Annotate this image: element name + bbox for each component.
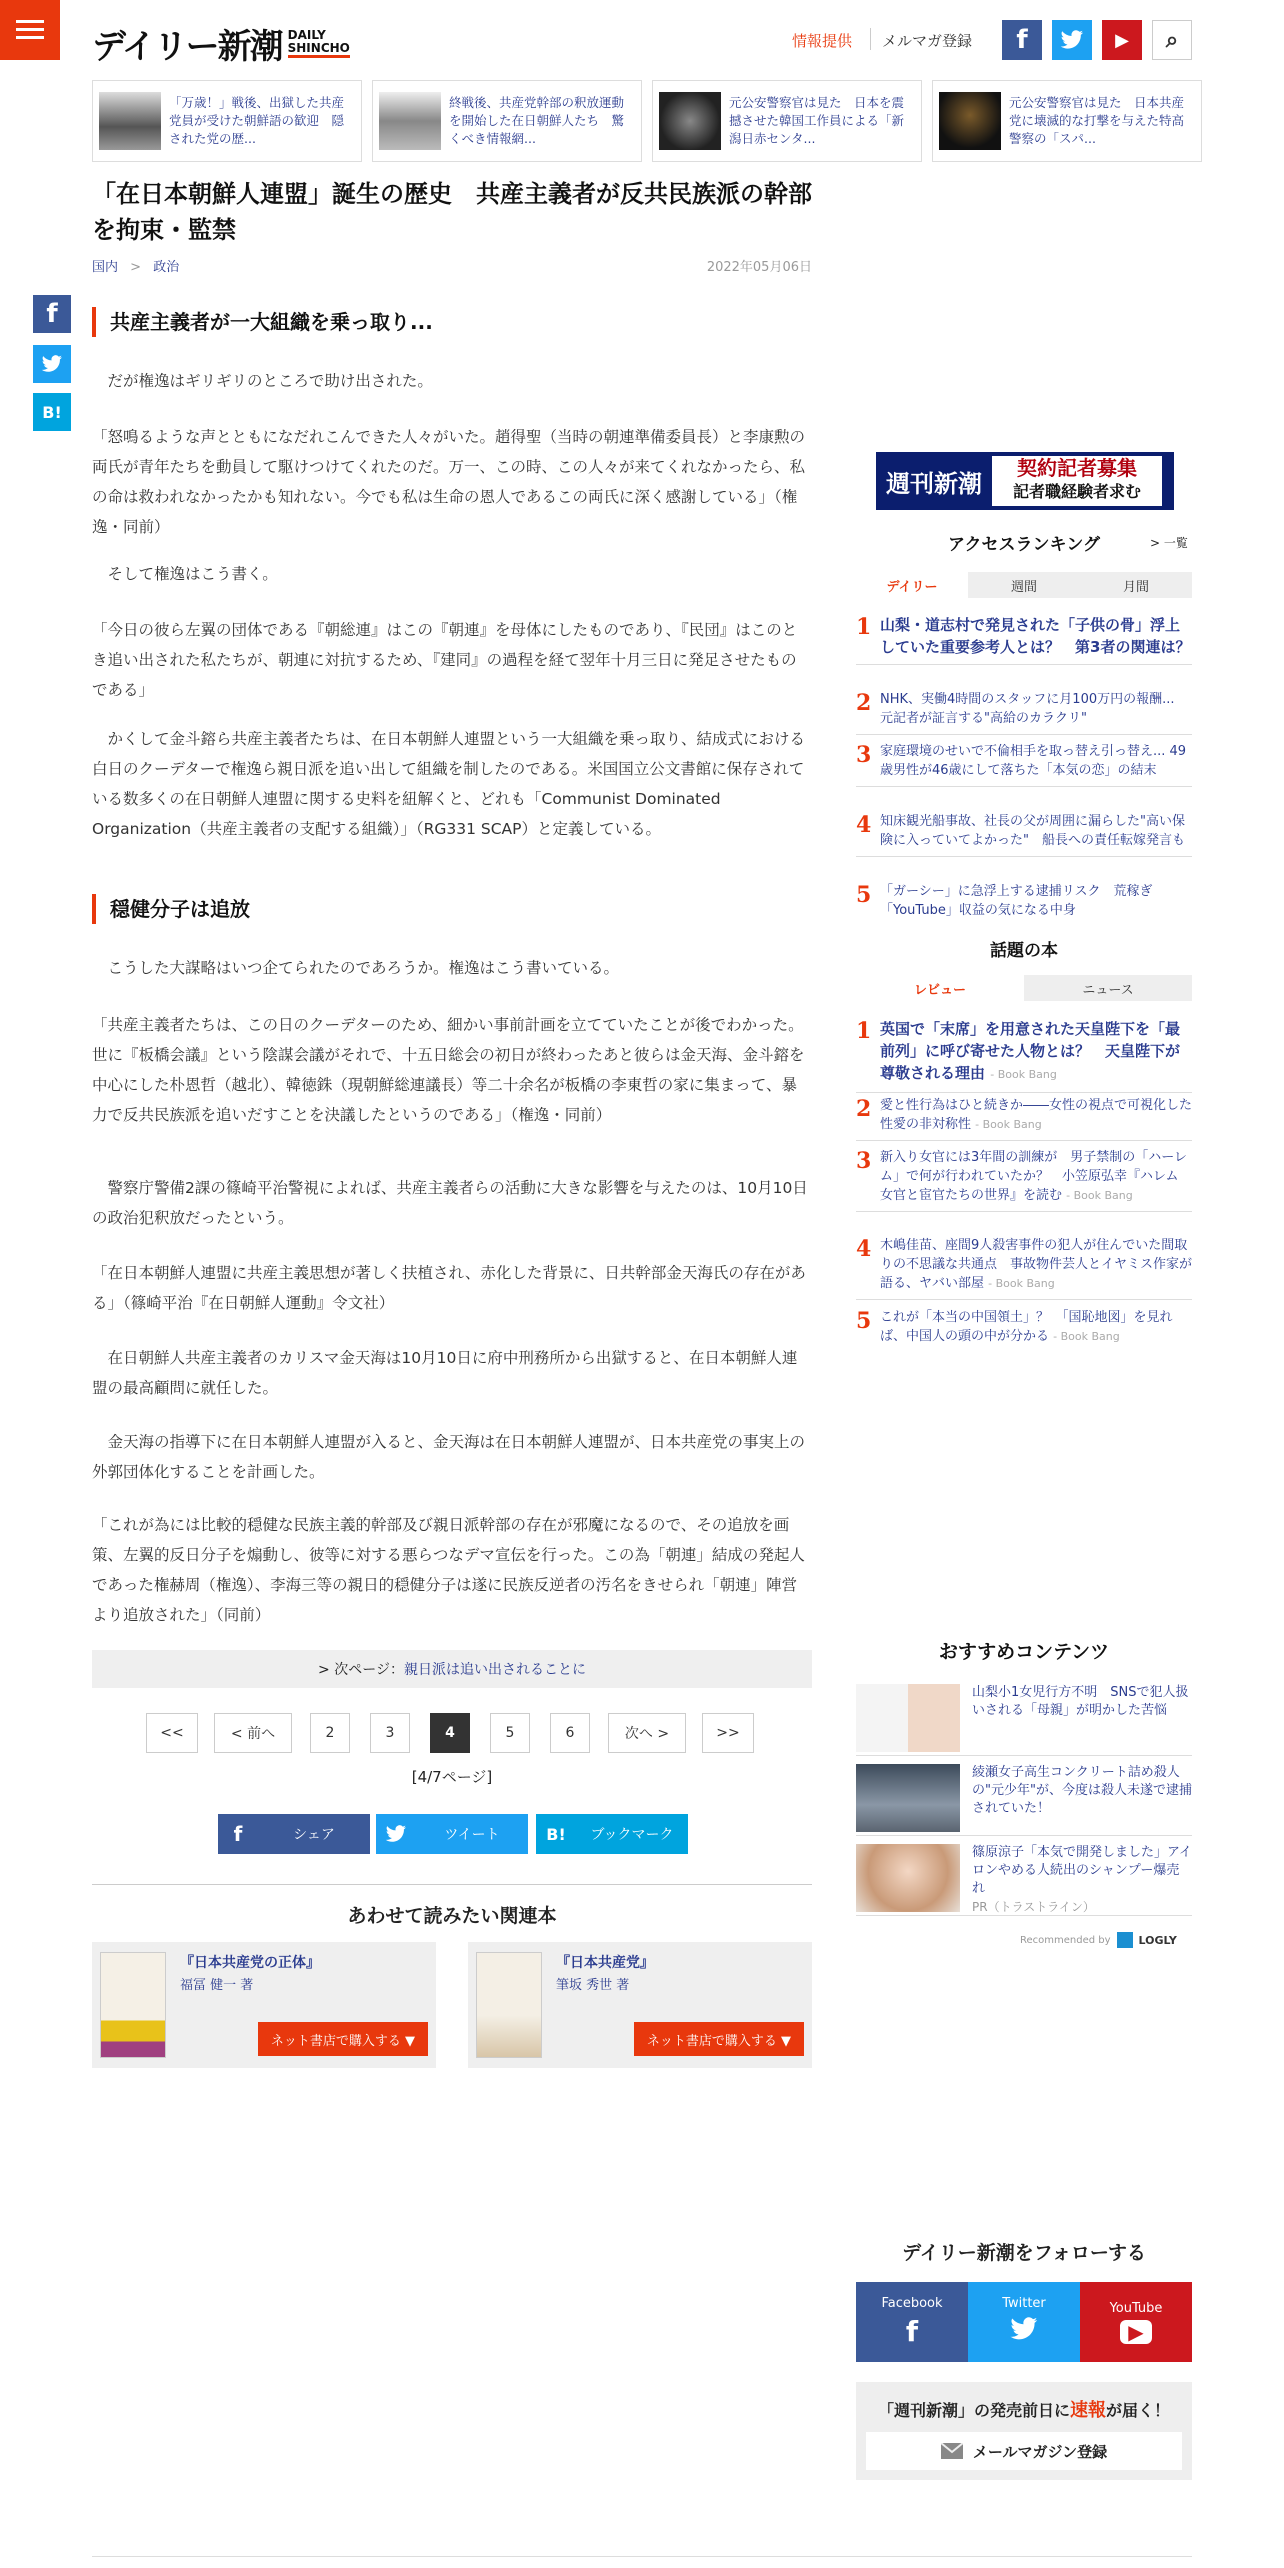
article-paragraph: かくして金斗鎔ら共産主義者たちは、在日本朝鮮人連盟という一大組織を乗っ取り、結成式における白日のクーデターで権逸ら親日派を追い出して組織を制したのである。米国国立公文書館に保存されている数多くの在日朝鮮人連盟に関する史料を紐解くと、どれも「Communist Dominated Organization（共産主義者の支配する組織）」（RG331 SCAP）と定義している。	[92, 730, 806, 838]
ranking-item[interactable]	[856, 742, 1192, 787]
rank-text: 木嶋佳苗、座間9人殺害事件の犯人が住んでいた間取りの不思議な共通点 事故物件芸人とイヤミス作家が語る、ヤバい部屋 - Book Bang	[880, 1238, 1193, 1291]
rank-text: これが「本当の中国領土」？ 「国恥地図」を見れば、中国人の頭の中が分かる - Book Bang	[880, 1310, 1173, 1344]
youtube-icon: ▶	[1120, 2320, 1151, 2344]
book-cover	[100, 1952, 166, 2058]
pickup-text: 元公安警察官は見た 日本を震撼させた韓国工作員による「新潟日赤センタ...	[729, 95, 905, 146]
ranking-item[interactable]	[856, 882, 1192, 926]
article-paragraph: 「在日本朝鮮人連盟に共産主義思想が著しく扶植され、赤化した背景に、日共幹部金天海氏の存在がある」（篠崎平治『在日朝鮮人運動』令文社）	[92, 1264, 806, 1312]
youtube-icon[interactable]: ▶	[1102, 20, 1142, 60]
book-author: 福冨 健一 著	[180, 1978, 254, 1993]
recommend-text: 綾瀬女子高生コンクリート詰め殺人の"元少年"が、今度は殺人未遂で逮捕されていた！	[972, 1765, 1192, 1816]
article-paragraph: そして権逸はこう書く。	[92, 565, 278, 583]
site-logo[interactable]	[92, 22, 350, 67]
pager-first[interactable]: <<	[146, 1713, 198, 1753]
facebook-share-icon[interactable]: f	[33, 295, 71, 333]
rank-number: 4	[856, 812, 872, 838]
footer-divider	[92, 2556, 1192, 2557]
pickup-text: 終戦後、共産党幹部の釈放運動を開始した在日朝鮮人たち 驚くべき情報網...	[449, 95, 625, 146]
follow-twitter[interactable]: Twitter	[968, 2282, 1080, 2362]
related-books-title: あわせて読みたい関連本	[92, 1884, 812, 1928]
buy-book-button[interactable]: ネット書店で購入する ▼	[634, 2022, 804, 2056]
facebook-icon[interactable]: f	[1002, 20, 1042, 60]
menu-button[interactable]	[0, 0, 60, 60]
rank-number: 2	[856, 690, 872, 716]
article-paragraph: 「共産主義者たちは、この日のクーデターのため、細かい事前計画を立てていたことが後でわかった。世に『板橋会議』という陰謀会議がそれで、十五日総会の初日が終わったあと彼らは金天海、金斗鎔を中心にした朴恩哲（越北）、韓徳銖（現朝鮮総連議長）等二十余名が板橋の李東哲の家に集まって、暴力で反共民族派を追いだすことを決議したというのである」（権逸・同前）	[92, 1016, 805, 1124]
pickup-card[interactable]	[372, 80, 642, 162]
topic-books-title: 話題の本	[990, 941, 1058, 961]
pickup-thumbnail	[379, 92, 441, 150]
page-info: [4/7ページ]	[411, 1768, 493, 1786]
recommend-thumbnail	[856, 1844, 960, 1912]
article-paragraph: 「これが為には比較的穏健な民族主義的幹部及び親日派幹部の存在が邪魔になるので、その追放を画策、左翼的反日分子を煽動し、彼等に対する悪らつなデマ宣伝を行った。この為「朝連」結成の発起人であった権赫周（権逸）、李海三等の親日的穏健分子は遂に民族反逆者の汚名をきせられ「朝連」陣営より追放された」（同前）	[92, 1516, 805, 1624]
recommend-title: おすすめコンテンツ	[938, 1641, 1110, 1663]
pickup-card[interactable]	[92, 80, 362, 162]
recommend-text: 篠原涼子「本気で開発しました」アイロンやめる人続出のシャンプー爆売れ PR（トラストライン）	[972, 1845, 1192, 1914]
hatena-icon: B!	[546, 1824, 566, 1844]
ad-magazine-name: 週刊新潮	[886, 468, 982, 498]
follow-youtube[interactable]: YouTube ▶	[1080, 2282, 1192, 2362]
article-paragraph: 「怒鳴るような声とともになだれこんできた人々がいた。趙得聖（当時の朝連準備委員長）と李康勲の両氏が青年たちを動員して駆けつけてくれたのだ。万一、この時、この人々が来てくれなかったら、私の命は救われなかったかも知れない。今でも私は生命の恩人であるこの両氏に深く感謝している」（権逸・同前）	[92, 428, 806, 536]
rank-number: 1	[856, 1018, 872, 1044]
ranking-item[interactable]	[856, 690, 1192, 735]
book-title: 『日本共産党の正体』	[180, 1955, 320, 1971]
recommend-text: 山梨小1女児行方不明 SNSで犯人扱いされる「母親」が明かした苦悩	[972, 1685, 1189, 1718]
tab-monthly[interactable]: 月間	[1080, 572, 1192, 598]
article-title: 「在日本朝鮮人連盟」誕生の歴史 共産主義者が反共民族派の幹部を拘束・監禁	[92, 180, 812, 244]
article-paragraph: 警察庁警備2課の篠崎平治警視によれば、共産主義者らの活動に大きな影響を与えたのは、10月10日の政治犯釈放だったという。	[92, 1179, 808, 1227]
mail-icon	[941, 2443, 963, 2459]
pickup-text: 元公安警察官は見た 日本共産党に壊滅的な打撃を与えた特高警察の「スパ...	[1009, 95, 1185, 146]
topic-book-item[interactable]	[856, 1096, 1192, 1141]
mailmag-register-button[interactable]: メールマガジン登録	[866, 2432, 1182, 2470]
rank-text: 山梨・道志村で発見された「子供の骨」浮上していた重要参考人とは？ 第3者の関連は？	[880, 616, 1191, 656]
twitter-share-button[interactable]: ツイート	[376, 1814, 528, 1854]
pager-next[interactable]: 次へ >	[608, 1713, 686, 1753]
section-heading: 穏健分子は追放	[92, 894, 812, 924]
rank-text: 英国で「末席」を用意された天皇陛下を「最前列」に呼び寄せた人物とは？ 天皇陛下が尊敬される理由 - Book Bang	[880, 1020, 1181, 1082]
twitter-icon	[1009, 2315, 1039, 2348]
pickup-thumbnail	[659, 92, 721, 150]
next-page-prefix: > 次ページ：	[318, 1662, 404, 1678]
rank-number: 3	[856, 1148, 872, 1174]
ranking-more-link[interactable]: > 一覧	[1150, 536, 1188, 550]
hatena-bookmark-icon[interactable]: B!	[33, 393, 71, 431]
twitter-share-icon[interactable]	[33, 345, 71, 383]
rank-number: 5	[856, 1308, 872, 1334]
article-paragraph: 在日朝鮮人共産主義者のカリスマ金天海は10月10日に府中刑務所から出獄すると、在日本朝鮮人連盟の最高顧問に就任した。	[92, 1349, 798, 1397]
book-author: 筆坂 秀世 著	[556, 1978, 630, 1993]
pickup-text: 「万歳！」戦後、出獄した共産党員が受けた朝鮮語の歓迎 隠された党の歴...	[169, 95, 345, 146]
pager-page-3[interactable]: 3	[370, 1713, 410, 1753]
next-page-banner[interactable]	[92, 1650, 812, 1688]
pager-page-2[interactable]: 2	[310, 1713, 350, 1753]
rank-number: 4	[856, 1236, 872, 1262]
mailmag-link[interactable]: メルマガ登録	[882, 32, 973, 50]
article-paragraph: 金天海の指導下に在日本朝鮮人連盟が入ると、金天海は在日本朝鮮人連盟が、日本共産党の事実上の外郭団体化することを計画した。	[92, 1433, 806, 1481]
topic-book-item[interactable]	[856, 1236, 1192, 1300]
ad-message: 契約記者募集 記者職経験者求む	[992, 456, 1162, 506]
follow-facebook[interactable]: Facebook f	[856, 2282, 968, 2362]
rank-text: 愛と性行為はひと続きか――女性の視点で可視化した性愛の非対称性 - Book Bang	[880, 1098, 1193, 1132]
pickup-thumbnail	[99, 92, 161, 150]
logly-icon	[1117, 1932, 1133, 1948]
breadcrumb-politics[interactable]: 政治	[153, 260, 180, 275]
article-paragraph: 「今日の彼ら左翼の団体である『朝総連』はこの『朝連』を母体にしたものであり、『民団』はこのとき追い出された私たちが、朝連に対抗するため、『建同』の過程を経て翌年十月三日に発足させたものである」	[92, 621, 798, 699]
breadcrumb-domestic[interactable]: 国内	[92, 260, 119, 275]
pager-prev[interactable]: < 前へ	[214, 1713, 292, 1753]
rank-text: 家庭環境のせいで不倫相手を取っ替え引っ替え... 49歳男性が46歳にして落ちた「本気の恋」の結末	[880, 744, 1187, 778]
recommend-thumbnail	[856, 1764, 960, 1832]
rank-number: 3	[856, 742, 872, 768]
mailmag-box	[856, 2382, 1192, 2480]
pager-page-current: 4	[430, 1713, 470, 1753]
article-paragraph: こうした大謀略はいつ企てられたのであろうか。権逸はこう書いている。	[92, 959, 620, 977]
facebook-icon: f	[905, 2315, 919, 2348]
next-page-link[interactable]: 親日派は追い出されることに	[403, 1662, 586, 1678]
article-paragraph: だが権逸はギリギリのところで助け出された。	[92, 372, 433, 390]
section-heading: 共産主義者が一大組織を乗っ取り...	[92, 307, 812, 337]
rank-text: 新入り女官には3年間の訓練が 男子禁制の「ハーレム」で何が行われていたか？ 小笠原弘幸『ハレム 女官と宦官たちの世界』を読む - Book Bang	[880, 1150, 1192, 1203]
logo-text: デイリー新潮	[92, 26, 282, 67]
search-icon[interactable]: ⌕	[1152, 20, 1192, 60]
book-cover	[476, 1952, 542, 2058]
pager-page-6[interactable]: 6	[550, 1713, 590, 1753]
related-book[interactable]	[92, 1942, 436, 2068]
ranking-item[interactable]	[856, 812, 1192, 857]
recommend-thumbnail	[856, 1684, 960, 1752]
follow-title: デイリー新潮をフォローする	[902, 2242, 1146, 2264]
tab-news[interactable]: ニュース	[1024, 975, 1192, 1001]
tab-daily[interactable]: デイリー	[856, 572, 968, 598]
twitter-icon	[376, 1814, 416, 1854]
hatena-bookmark-button[interactable]: B! ブックマーク	[536, 1814, 688, 1854]
mailmag-text: 「週刊新潮」の発売前日に速報が届く！	[877, 2400, 1171, 2421]
recommend-item[interactable]	[856, 1764, 1192, 1836]
tab-review[interactable]: レビュー	[856, 975, 1024, 1001]
info-provide-link[interactable]: 情報提供	[792, 32, 853, 50]
rank-number: 5	[856, 882, 872, 908]
breadcrumb	[92, 256, 179, 275]
related-book[interactable]	[468, 1942, 812, 2068]
publish-date: 2022年05月06日	[706, 260, 812, 275]
topic-book-item[interactable]	[856, 1308, 1192, 1352]
book-title: 『日本共産党』	[556, 1955, 654, 1971]
pickup-thumbnail	[939, 92, 1001, 150]
rank-text: NHK、実働4時間のスタッフに月100万円の報酬... 元記者が証言する"高給のカラクリ"	[880, 692, 1188, 726]
topic-book-item[interactable]	[856, 1148, 1192, 1212]
pickup-card[interactable]	[652, 80, 922, 162]
rank-text: 知床観光船事故、社長の父が周囲に漏らした"高い保険に入っていてよかった" 船長への責任転嫁発言も	[880, 814, 1185, 848]
recommend-item[interactable]	[856, 1684, 1192, 1756]
rank-text: 「ガーシー」に急浮上する逮捕リスク 荒稼ぎ「YouTube」収益の気になる中身	[880, 884, 1153, 918]
chevron-right-icon: >	[130, 260, 142, 275]
recommend-item[interactable]	[856, 1844, 1192, 1916]
pager-page-5[interactable]: 5	[490, 1713, 530, 1753]
recruit-ad-banner[interactable]	[876, 452, 1174, 510]
twitter-icon[interactable]	[1052, 20, 1092, 60]
pager-last[interactable]: >>	[702, 1713, 754, 1753]
ranking-item[interactable]	[856, 614, 1192, 665]
facebook-share-button[interactable]: f シェア	[218, 1814, 370, 1854]
recommend-credit: Recommended by LOGLY	[1020, 1933, 1177, 1947]
ranking-title: アクセスランキング	[948, 535, 1100, 555]
rank-number: 2	[856, 1096, 872, 1122]
rank-number: 1	[856, 614, 872, 640]
logo-en: DAILY SHINCHO	[288, 29, 350, 58]
tab-weekly[interactable]: 週間	[968, 572, 1080, 598]
topic-book-item[interactable]	[856, 1018, 1192, 1093]
divider	[870, 28, 871, 50]
pickup-card[interactable]	[932, 80, 1202, 162]
facebook-icon: f	[233, 1822, 243, 1846]
buy-book-button[interactable]: ネット書店で購入する ▼	[258, 2022, 428, 2056]
